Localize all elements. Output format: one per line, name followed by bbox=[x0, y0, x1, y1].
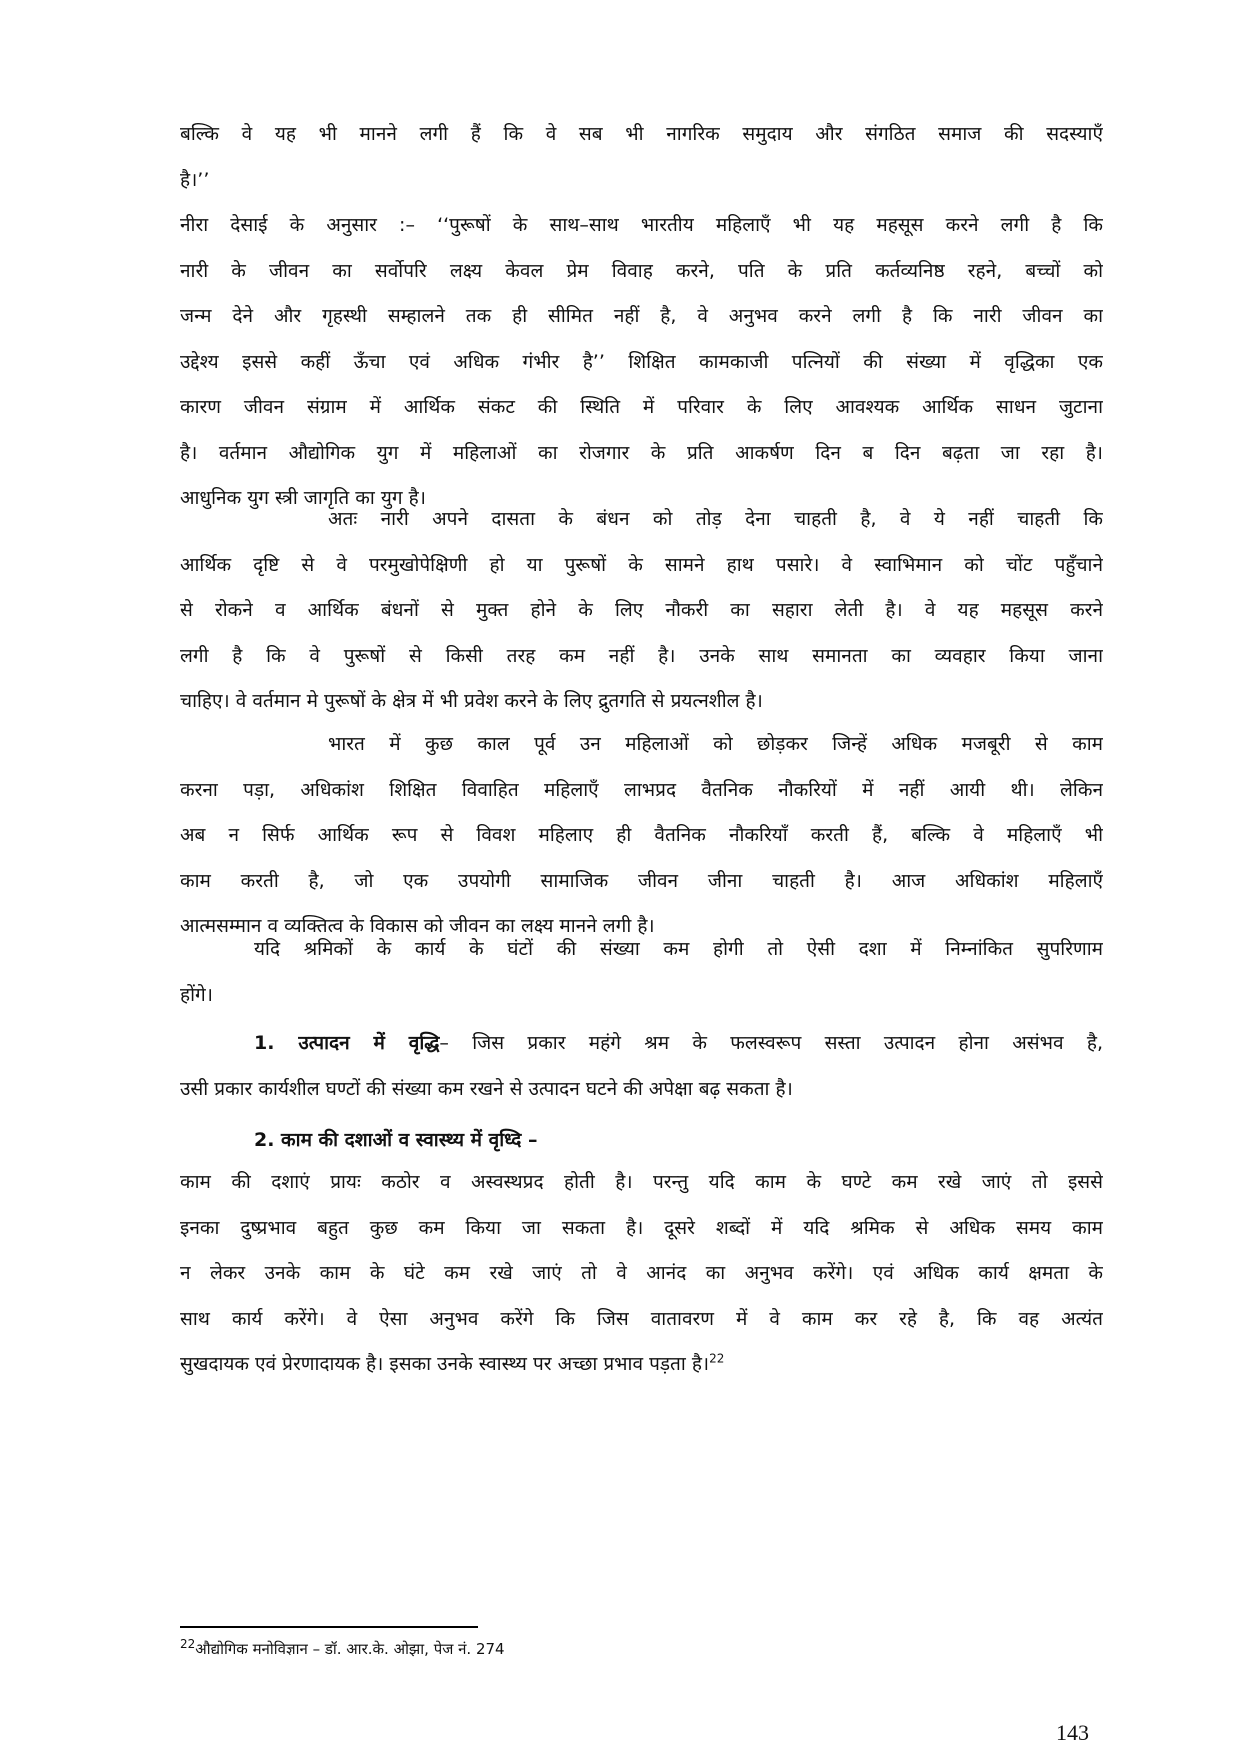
text-line: इनका दुष्प्रभाव बहुत कुछ कम किया जा सकता है। दूसरे शब्दों में यदि श्रमिक से अधिक समय काम bbox=[180, 1216, 1103, 1239]
paragraph-6 bbox=[180, 1021, 1103, 1112]
text-line: काम करती है, जो एक उपयोगी सामाजिक जीवन जीना चाहती है। आज अधिकांश महिलाएँ bbox=[180, 869, 1103, 892]
footnote-reference[interactable]: 22 bbox=[709, 1351, 725, 1366]
text-line: चाहिए। वे वर्तमान मे पुरूषों के क्षेत्र में भी प्रवेश करने के लिए द्रुतगति से प्रयत्नशील है। bbox=[180, 690, 763, 712]
text-line: काम की दशाएं प्रायः कठोर व अस्वस्थप्रद होती है। परन्तु यदि काम के घण्टे कम रखे जाएं तो इससे bbox=[180, 1171, 1103, 1193]
paragraph-1 bbox=[180, 112, 1103, 203]
paragraph-3 bbox=[180, 497, 1103, 725]
paragraph-2 bbox=[180, 203, 1103, 522]
text-line: है।’’ bbox=[180, 168, 210, 191]
text-line: लगी है कि वे पुरूषों से किसी तरह कम नहीं है। उनके साथ समानता का व्यवहार किया जाना bbox=[180, 644, 1103, 667]
text-line: यदि श्रमिकों के कार्य के घंटों की संख्या कम होगी तो ऐसी दशा में निम्नांकित सुपरिणाम bbox=[254, 938, 1103, 960]
text-line: कारण जीवन संग्राम में आर्थिक संकट की स्थिति में परिवार के लिए आवश्यक आर्थिक साधन जुटाना bbox=[180, 396, 1103, 418]
section-heading-2: 2. काम की दशाओं व स्वास्थ्य में वृध्दि – bbox=[254, 1129, 538, 1151]
text-line: भारत में कुछ काल पूर्व उन महिलाओं को छोड़कर जिन्हें अधिक मजबूरी से काम bbox=[328, 733, 1103, 755]
footnote-number: 22 bbox=[180, 1637, 196, 1651]
text-line: आत्मसम्मान व व्यक्तित्व के विकास को जीवन का लक्ष्य मानने लगी है। bbox=[180, 915, 655, 937]
text-line: से रोकने व आर्थिक बंधनों से मुक्त होने के लिए नौकरी का सहारा लेती है। वे यह महसूस करने bbox=[180, 599, 1103, 621]
paragraph-5 bbox=[180, 927, 1103, 1018]
paragraph-4 bbox=[180, 722, 1103, 950]
paragraph-7 bbox=[180, 1160, 1103, 1388]
text-line: उद्देश्य इससे कहीं ऊँचा एवं अधिक गंभीर है’’ शिक्षित कामकाजी पत्नियों की संख्या में वृद्धिका एक bbox=[180, 350, 1103, 373]
section-heading-1: 1. उत्पादन में वृद्धि bbox=[254, 1032, 440, 1054]
page-number: 143 bbox=[1056, 1720, 1089, 1745]
text-line: अब न सिर्फ आर्थिक रूप से विवश महिलाए ही वैतनिक नौकरियाँ करती हैं, बल्कि वे महिलाएँ भी bbox=[180, 824, 1103, 846]
text-line: आर्थिक दृष्टि से वे परमुखोपेक्षिणी हो या पुरूषों के सामने हाथ पसारे। वे स्वाभिमान को चोंट पहुँचाने bbox=[180, 553, 1103, 576]
text-line: साथ कार्य करेंगे। वे ऐसा अनुभव करेंगे कि जिस वातावरण में वे काम कर रहे है, कि वह अत्यंत bbox=[180, 1307, 1103, 1330]
text-fragment: – जिस प्रकार महंगे श्रम के फलस्वरूप सस्ता उत्पादन होना असंभव है, bbox=[439, 1032, 1103, 1054]
text-line: करना पड़ा, अधिकांश शिक्षित विवाहित महिलाएँ लाभप्रद वैतनिक नौकरियों में नहीं आयी थी। लेकिन bbox=[180, 778, 1103, 801]
text-line: न लेकर उनके काम के घंटे कम रखे जाएं तो वे आनंद का अनुभव करेंगे। एवं अधिक कार्य क्षमता के bbox=[180, 1262, 1103, 1284]
text-line: उसी प्रकार कार्यशील घण्टों की संख्या कम रखने से उत्पादन घटने की अपेक्षा बढ़ सकता है। bbox=[180, 1077, 793, 1100]
text-line: जन्म देने और गृहस्थी सम्हालने तक ही सीमित नहीं है, वे अनुभव करने लगी है कि नारी जीवन का bbox=[180, 305, 1103, 327]
text-line: बल्कि वे यह भी मानने लगी हैं कि वे सब भी नागरिक समुदाय और संगठित समाज की सदस्याएँ bbox=[180, 123, 1103, 145]
text-line: नारी के जीवन का सर्वोपरि लक्ष्य केवल प्रेम विवाह करने, पति के प्रति कर्तव्यनिष्ठ रहने, बच्चों को bbox=[180, 259, 1103, 282]
text-fragment: सुखदायक एवं प्रेरणादायक है। इसका उनके स्वास्थ्य पर अच्छा प्रभाव पड़ता है। bbox=[180, 1353, 710, 1375]
footnote-text: औद्योगिक मनोविज्ञान – डॉ. आर.के. ओझा, पेज नं. 274 bbox=[195, 1640, 505, 1658]
text-line bbox=[180, 1342, 1103, 1388]
text-line: है। वर्तमान औद्योगिक युग में महिलाओं का रोजगार के प्रति आकर्षण दिन ब दिन बढ़ता जा रहा है। bbox=[180, 441, 1103, 464]
text-line: होंगे। bbox=[180, 983, 213, 1006]
footnote-divider bbox=[180, 1626, 478, 1628]
text-line: अतः नारी अपने दासता के बंधन को तोड़ देना चाहती है, वे ये नहीं चाहती कि bbox=[328, 508, 1103, 530]
text-line: नीरा देसाई के अनुसार :– ‘‘पुरूषों के साथ–साथ भारतीय महिलाएँ भी यह महसूस करने लगी है कि bbox=[180, 214, 1103, 236]
footnote bbox=[180, 1638, 505, 1660]
text-line bbox=[180, 1021, 1103, 1067]
text-line: आधुनिक युग स्त्री जागृति का युग है। bbox=[180, 487, 426, 509]
